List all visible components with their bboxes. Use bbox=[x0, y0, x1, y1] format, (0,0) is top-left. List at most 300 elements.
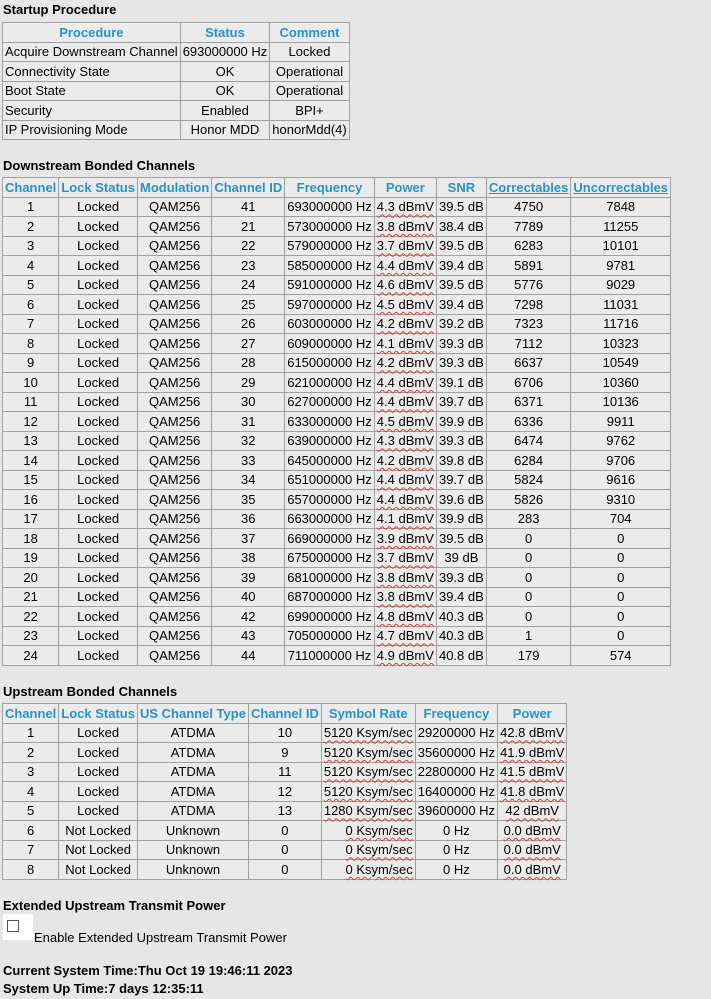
cell-text: 3.9 dBmV bbox=[376, 530, 434, 546]
table-cell: Locked bbox=[59, 392, 138, 412]
table-cell: 24 bbox=[3, 646, 59, 666]
table-cell bbox=[374, 646, 436, 666]
table-cell: 34 bbox=[212, 470, 285, 490]
table-cell: 9 bbox=[3, 353, 59, 373]
table-cell: OK bbox=[180, 81, 270, 101]
table-cell: Locked bbox=[59, 529, 138, 549]
table-cell: 675000000 Hz bbox=[285, 548, 375, 568]
cell-text: 3.7 dBmV bbox=[376, 550, 434, 566]
table-cell: 35600000 Hz bbox=[415, 743, 497, 763]
table-cell: 0 bbox=[571, 568, 671, 588]
table-cell: 27 bbox=[212, 334, 285, 354]
column-header: US Channel Type bbox=[137, 704, 248, 724]
table-cell: QAM256 bbox=[137, 626, 211, 646]
table-cell: QAM256 bbox=[137, 568, 211, 588]
table-cell: BPI+ bbox=[270, 101, 349, 121]
table-cell: Locked bbox=[59, 568, 138, 588]
table-row bbox=[3, 646, 671, 666]
table-cell: Locked bbox=[59, 295, 138, 315]
table-cell: 7112 bbox=[486, 334, 570, 354]
system-up-time: System Up Time:7 days 12:35:11 bbox=[3, 981, 204, 996]
column-header: Procedure bbox=[3, 23, 181, 43]
table-cell: 179 bbox=[486, 646, 570, 666]
table-cell: 14 bbox=[3, 451, 59, 471]
table-cell: Honor MDD bbox=[180, 120, 270, 140]
table-cell: Locked bbox=[59, 314, 138, 334]
table-cell: Locked bbox=[59, 801, 138, 821]
table-row bbox=[3, 723, 567, 743]
table-cell: Locked bbox=[59, 548, 138, 568]
cell-text: 0.0 dBmV bbox=[503, 822, 561, 838]
column-header: Power bbox=[374, 178, 436, 198]
table-cell: 10136 bbox=[571, 392, 671, 412]
table-cell: 1 bbox=[486, 626, 570, 646]
table-cell: 39.3 dB bbox=[436, 353, 486, 373]
table-cell bbox=[374, 295, 436, 315]
upstream-title: Upstream Bonded Channels bbox=[3, 684, 178, 699]
cell-text: 4.2 dBmV bbox=[376, 316, 434, 332]
table-row bbox=[3, 275, 671, 295]
table-cell bbox=[374, 626, 436, 646]
table-cell: 39.4 dB bbox=[436, 587, 486, 607]
table-cell: 6 bbox=[3, 821, 59, 841]
table-cell bbox=[374, 607, 436, 627]
table-cell: 38.4 dB bbox=[436, 217, 486, 237]
column-header: Channel bbox=[3, 704, 59, 724]
table-cell: Locked bbox=[59, 626, 138, 646]
table-cell: honorMdd(4) bbox=[270, 120, 349, 140]
table-cell: 0 bbox=[486, 587, 570, 607]
table-cell: 22 bbox=[212, 236, 285, 256]
table-cell: 39.7 dB bbox=[436, 470, 486, 490]
table-cell: 39.4 dB bbox=[436, 256, 486, 276]
table-cell: 0 Hz bbox=[415, 860, 497, 880]
table-cell: 4 bbox=[3, 782, 59, 802]
table-cell: Not Locked bbox=[59, 860, 138, 880]
table-cell: 9762 bbox=[571, 431, 671, 451]
table-row bbox=[3, 529, 671, 549]
table-cell: 0 Hz bbox=[415, 821, 497, 841]
table-cell: 30 bbox=[212, 392, 285, 412]
cell-text: 4.4 dBmV bbox=[376, 257, 434, 273]
table-cell: 26 bbox=[212, 314, 285, 334]
table-cell: ATDMA bbox=[137, 782, 248, 802]
table-cell bbox=[321, 860, 415, 880]
table-cell: 43 bbox=[212, 626, 285, 646]
table-row bbox=[3, 236, 671, 256]
cell-text: 4.4 dBmV bbox=[376, 472, 434, 488]
table-cell: 4750 bbox=[486, 197, 570, 217]
table-cell: 28 bbox=[212, 353, 285, 373]
cell-text: 4.4 dBmV bbox=[376, 374, 434, 390]
cell-text: 5120 Ksym/sec bbox=[323, 744, 413, 760]
table-cell: 21 bbox=[212, 217, 285, 237]
column-header: Symbol Rate bbox=[321, 704, 415, 724]
table-row bbox=[3, 451, 671, 471]
table-cell: 2 bbox=[3, 217, 59, 237]
table-cell: 16 bbox=[3, 490, 59, 510]
table-cell: QAM256 bbox=[137, 490, 211, 510]
table-cell: Unknown bbox=[137, 840, 248, 860]
table-cell bbox=[374, 275, 436, 295]
table-cell bbox=[498, 723, 567, 743]
table-cell: 9911 bbox=[571, 412, 671, 432]
table-cell: 39.1 dB bbox=[436, 373, 486, 393]
column-header: Frequency bbox=[285, 178, 375, 198]
table-cell bbox=[374, 509, 436, 529]
extended-power-checkbox[interactable] bbox=[7, 920, 19, 932]
table-cell: 3 bbox=[3, 236, 59, 256]
table-row bbox=[3, 334, 671, 354]
table-cell: 35 bbox=[212, 490, 285, 510]
table-cell bbox=[374, 392, 436, 412]
table-cell bbox=[374, 373, 436, 393]
table-cell: Locked bbox=[59, 490, 138, 510]
table-cell: Not Locked bbox=[59, 840, 138, 860]
table-cell: 9616 bbox=[571, 470, 671, 490]
table-cell: 5776 bbox=[486, 275, 570, 295]
table-cell: Acquire Downstream Channel bbox=[3, 42, 181, 62]
table-cell bbox=[374, 587, 436, 607]
table-cell: ATDMA bbox=[137, 801, 248, 821]
table-cell: 639000000 Hz bbox=[285, 431, 375, 451]
table-cell: 7298 bbox=[486, 295, 570, 315]
table-cell bbox=[321, 801, 415, 821]
table-cell: 591000000 Hz bbox=[285, 275, 375, 295]
cell-text: 4.4 dBmV bbox=[376, 394, 434, 410]
table-cell bbox=[374, 314, 436, 334]
table-row bbox=[3, 509, 671, 529]
column-header: Channel bbox=[3, 178, 59, 198]
cell-text: 4.2 dBmV bbox=[376, 355, 434, 371]
table-cell: 9029 bbox=[571, 275, 671, 295]
table-cell: 39.2 dB bbox=[436, 314, 486, 334]
table-cell bbox=[374, 197, 436, 217]
table-cell: 23 bbox=[3, 626, 59, 646]
table-cell: 39.6 dB bbox=[436, 490, 486, 510]
table-cell: 23 bbox=[212, 256, 285, 276]
cell-text: 0 Ksym/sec bbox=[345, 861, 413, 877]
table-row bbox=[3, 42, 350, 62]
table-cell: Operational bbox=[270, 62, 349, 82]
table-cell: 39.3 dB bbox=[436, 431, 486, 451]
table-cell: 3 bbox=[3, 762, 59, 782]
table-cell: 39.9 dB bbox=[436, 509, 486, 529]
table-cell: 44 bbox=[212, 646, 285, 666]
table-row bbox=[3, 607, 671, 627]
extended-power-label[interactable]: Enable Extended Upstream Transmit Power bbox=[34, 930, 287, 945]
table-cell: 699000000 Hz bbox=[285, 607, 375, 627]
table-cell: QAM256 bbox=[137, 295, 211, 315]
table-cell: 11031 bbox=[571, 295, 671, 315]
table-cell: 615000000 Hz bbox=[285, 353, 375, 373]
table-cell: 621000000 Hz bbox=[285, 373, 375, 393]
table-cell: 705000000 Hz bbox=[285, 626, 375, 646]
table-cell: Locked bbox=[59, 509, 138, 529]
table-cell: 7 bbox=[3, 314, 59, 334]
table-row bbox=[3, 62, 350, 82]
cell-text: 5120 Ksym/sec bbox=[323, 764, 413, 780]
table-cell: QAM256 bbox=[137, 451, 211, 471]
table-cell: 10 bbox=[3, 373, 59, 393]
table-cell: 585000000 Hz bbox=[285, 256, 375, 276]
table-cell bbox=[321, 821, 415, 841]
table-cell: 0 bbox=[248, 821, 321, 841]
table-cell: 669000000 Hz bbox=[285, 529, 375, 549]
table-cell bbox=[374, 451, 436, 471]
table-cell: 0 bbox=[486, 607, 570, 627]
column-header: Lock Status bbox=[59, 178, 138, 198]
table-cell: 7323 bbox=[486, 314, 570, 334]
table-cell: QAM256 bbox=[137, 646, 211, 666]
table-cell bbox=[498, 782, 567, 802]
table-cell: QAM256 bbox=[137, 353, 211, 373]
table-cell: 6284 bbox=[486, 451, 570, 471]
table-row bbox=[3, 314, 671, 334]
table-cell: 13 bbox=[248, 801, 321, 821]
column-header: SNR bbox=[436, 178, 486, 198]
table-cell: 20 bbox=[3, 568, 59, 588]
table-cell: 40.3 dB bbox=[436, 626, 486, 646]
table-cell: QAM256 bbox=[137, 392, 211, 412]
table-row bbox=[3, 295, 671, 315]
table-cell: QAM256 bbox=[137, 334, 211, 354]
table-row bbox=[3, 392, 671, 412]
table-cell: 603000000 Hz bbox=[285, 314, 375, 334]
table-cell: 5891 bbox=[486, 256, 570, 276]
table-cell bbox=[498, 801, 567, 821]
startup-procedure-table bbox=[2, 22, 350, 140]
cell-text: 0.0 dBmV bbox=[503, 861, 561, 877]
downstream-table bbox=[2, 177, 671, 666]
table-cell: Locked bbox=[59, 762, 138, 782]
table-cell: QAM256 bbox=[137, 275, 211, 295]
table-cell bbox=[374, 256, 436, 276]
cell-text: 5120 Ksym/sec bbox=[323, 725, 413, 741]
table-cell bbox=[498, 840, 567, 860]
table-cell: 10101 bbox=[571, 236, 671, 256]
table-cell: 17 bbox=[3, 509, 59, 529]
table-cell: QAM256 bbox=[137, 509, 211, 529]
table-cell: 687000000 Hz bbox=[285, 587, 375, 607]
table-cell bbox=[374, 548, 436, 568]
table-cell: 39 bbox=[212, 568, 285, 588]
table-cell: Locked bbox=[59, 197, 138, 217]
table-cell: 40.3 dB bbox=[436, 607, 486, 627]
table-cell bbox=[374, 353, 436, 373]
table-cell: 11255 bbox=[571, 217, 671, 237]
table-row bbox=[3, 120, 350, 140]
table-cell: QAM256 bbox=[137, 373, 211, 393]
cell-text: 4.4 dBmV bbox=[376, 491, 434, 507]
table-cell: 0 bbox=[571, 626, 671, 646]
table-cell: 9310 bbox=[571, 490, 671, 510]
table-cell: 5 bbox=[3, 275, 59, 295]
column-header: Correctables bbox=[486, 178, 570, 198]
table-cell: 574 bbox=[571, 646, 671, 666]
cell-text: 0 Ksym/sec bbox=[345, 842, 413, 858]
table-cell: 704 bbox=[571, 509, 671, 529]
table-cell: 32 bbox=[212, 431, 285, 451]
table-cell: QAM256 bbox=[137, 587, 211, 607]
table-row bbox=[3, 801, 567, 821]
table-cell: 41 bbox=[212, 197, 285, 217]
table-row bbox=[3, 860, 567, 880]
table-cell: 9 bbox=[248, 743, 321, 763]
cell-text: 3.8 dBmV bbox=[376, 569, 434, 585]
table-cell: OK bbox=[180, 62, 270, 82]
table-cell: QAM256 bbox=[137, 548, 211, 568]
table-cell: 6371 bbox=[486, 392, 570, 412]
table-cell bbox=[374, 217, 436, 237]
cell-text: 4.3 dBmV bbox=[376, 433, 434, 449]
cell-text: 3.8 dBmV bbox=[376, 218, 434, 234]
table-cell: 39.4 dB bbox=[436, 295, 486, 315]
table-cell: Locked bbox=[270, 42, 349, 62]
table-cell: 40.8 dB bbox=[436, 646, 486, 666]
table-cell: 693000000 Hz bbox=[285, 197, 375, 217]
table-cell: 0 bbox=[571, 529, 671, 549]
table-cell: 0 bbox=[486, 568, 570, 588]
table-row bbox=[3, 762, 567, 782]
table-cell: 39.5 dB bbox=[436, 529, 486, 549]
table-cell: Locked bbox=[59, 470, 138, 490]
table-row bbox=[3, 840, 567, 860]
table-cell: 9706 bbox=[571, 451, 671, 471]
table-cell: Locked bbox=[59, 431, 138, 451]
cell-text: 4.1 dBmV bbox=[376, 511, 434, 527]
table-row bbox=[3, 782, 567, 802]
table-row bbox=[3, 197, 671, 217]
table-cell bbox=[321, 762, 415, 782]
table-cell bbox=[374, 334, 436, 354]
table-cell: 10 bbox=[248, 723, 321, 743]
table-cell: 39.5 dB bbox=[436, 197, 486, 217]
cell-text: 4.3 dBmV bbox=[376, 199, 434, 215]
table-cell bbox=[374, 431, 436, 451]
table-row bbox=[3, 353, 671, 373]
extended-upstream-title: Extended Upstream Transmit Power bbox=[3, 898, 226, 913]
table-cell: Locked bbox=[59, 353, 138, 373]
table-cell: 8 bbox=[3, 334, 59, 354]
table-cell: 0 bbox=[571, 587, 671, 607]
table-cell: ATDMA bbox=[137, 762, 248, 782]
table-cell: 0 bbox=[486, 548, 570, 568]
table-cell bbox=[498, 743, 567, 763]
table-cell: Boot State bbox=[3, 81, 181, 101]
table-cell: Unknown bbox=[137, 821, 248, 841]
table-cell: 22 bbox=[3, 607, 59, 627]
cell-text: 4.1 dBmV bbox=[376, 335, 434, 351]
cell-text: 4.5 dBmV bbox=[376, 296, 434, 312]
table-cell: 15 bbox=[3, 470, 59, 490]
column-header: Status bbox=[180, 23, 270, 43]
table-cell: Enabled bbox=[180, 101, 270, 121]
table-cell: 1 bbox=[3, 723, 59, 743]
table-cell: Locked bbox=[59, 412, 138, 432]
table-cell: Locked bbox=[59, 256, 138, 276]
column-header: Channel ID bbox=[212, 178, 285, 198]
checkbox-area bbox=[3, 914, 33, 940]
table-cell bbox=[321, 782, 415, 802]
cell-text: 41.9 dBmV bbox=[500, 744, 565, 760]
table-cell: QAM256 bbox=[137, 314, 211, 334]
table-cell: 2 bbox=[3, 743, 59, 763]
table-cell: 633000000 Hz bbox=[285, 412, 375, 432]
table-cell: 31 bbox=[212, 412, 285, 432]
cell-text: 42 dBmV bbox=[505, 803, 559, 819]
table-cell: 39.5 dB bbox=[436, 236, 486, 256]
table-cell: QAM256 bbox=[137, 412, 211, 432]
table-row bbox=[3, 412, 671, 432]
table-cell: QAM256 bbox=[137, 607, 211, 627]
table-cell: 22800000 Hz bbox=[415, 762, 497, 782]
column-header: Lock Status bbox=[59, 704, 138, 724]
table-cell: 6637 bbox=[486, 353, 570, 373]
cell-text: 0.0 dBmV bbox=[503, 842, 561, 858]
table-cell bbox=[374, 490, 436, 510]
table-cell: 0 Hz bbox=[415, 840, 497, 860]
table-cell: 645000000 Hz bbox=[285, 451, 375, 471]
cell-text: 4.6 dBmV bbox=[376, 277, 434, 293]
table-cell: 10549 bbox=[571, 353, 671, 373]
table-cell: Locked bbox=[59, 236, 138, 256]
table-cell: 36 bbox=[212, 509, 285, 529]
cell-text: 5120 Ksym/sec bbox=[323, 783, 413, 799]
table-row bbox=[3, 256, 671, 276]
table-cell: ATDMA bbox=[137, 743, 248, 763]
table-cell: 283 bbox=[486, 509, 570, 529]
table-cell: 8 bbox=[3, 860, 59, 880]
table-cell: 5 bbox=[3, 801, 59, 821]
column-header: Modulation bbox=[137, 178, 211, 198]
cell-text: 4.8 dBmV bbox=[376, 608, 434, 624]
table-cell: 37 bbox=[212, 529, 285, 549]
table-cell: 0 bbox=[571, 548, 671, 568]
table-cell: 39 dB bbox=[436, 548, 486, 568]
system-time: Current System Time:Thu Oct 19 19:46:11 2023 bbox=[3, 963, 293, 978]
table-cell bbox=[374, 470, 436, 490]
table-cell: 10360 bbox=[571, 373, 671, 393]
cell-text: 1280 Ksym/sec bbox=[323, 803, 413, 819]
table-row bbox=[3, 101, 350, 121]
table-cell: 13 bbox=[3, 431, 59, 451]
cell-text: 41.8 dBmV bbox=[500, 783, 565, 799]
cell-text: 4.2 dBmV bbox=[376, 452, 434, 468]
table-cell: 39.5 dB bbox=[436, 275, 486, 295]
table-cell: 33 bbox=[212, 451, 285, 471]
table-row bbox=[3, 743, 567, 763]
table-cell: 609000000 Hz bbox=[285, 334, 375, 354]
table-cell bbox=[374, 412, 436, 432]
table-cell: 39.8 dB bbox=[436, 451, 486, 471]
table-cell: 25 bbox=[212, 295, 285, 315]
table-cell: Operational bbox=[270, 81, 349, 101]
table-cell: Locked bbox=[59, 607, 138, 627]
upstream-table bbox=[2, 703, 567, 880]
table-cell: 4 bbox=[3, 256, 59, 276]
table-row bbox=[3, 490, 671, 510]
table-cell: 0 bbox=[571, 607, 671, 627]
table-cell: Not Locked bbox=[59, 821, 138, 841]
table-cell: 11716 bbox=[571, 314, 671, 334]
table-cell: 5826 bbox=[486, 490, 570, 510]
table-cell bbox=[321, 840, 415, 860]
cell-text: 4.9 dBmV bbox=[376, 647, 434, 663]
table-cell: 39.7 dB bbox=[436, 392, 486, 412]
table-cell: 1 bbox=[3, 197, 59, 217]
table-cell: 0 bbox=[248, 840, 321, 860]
